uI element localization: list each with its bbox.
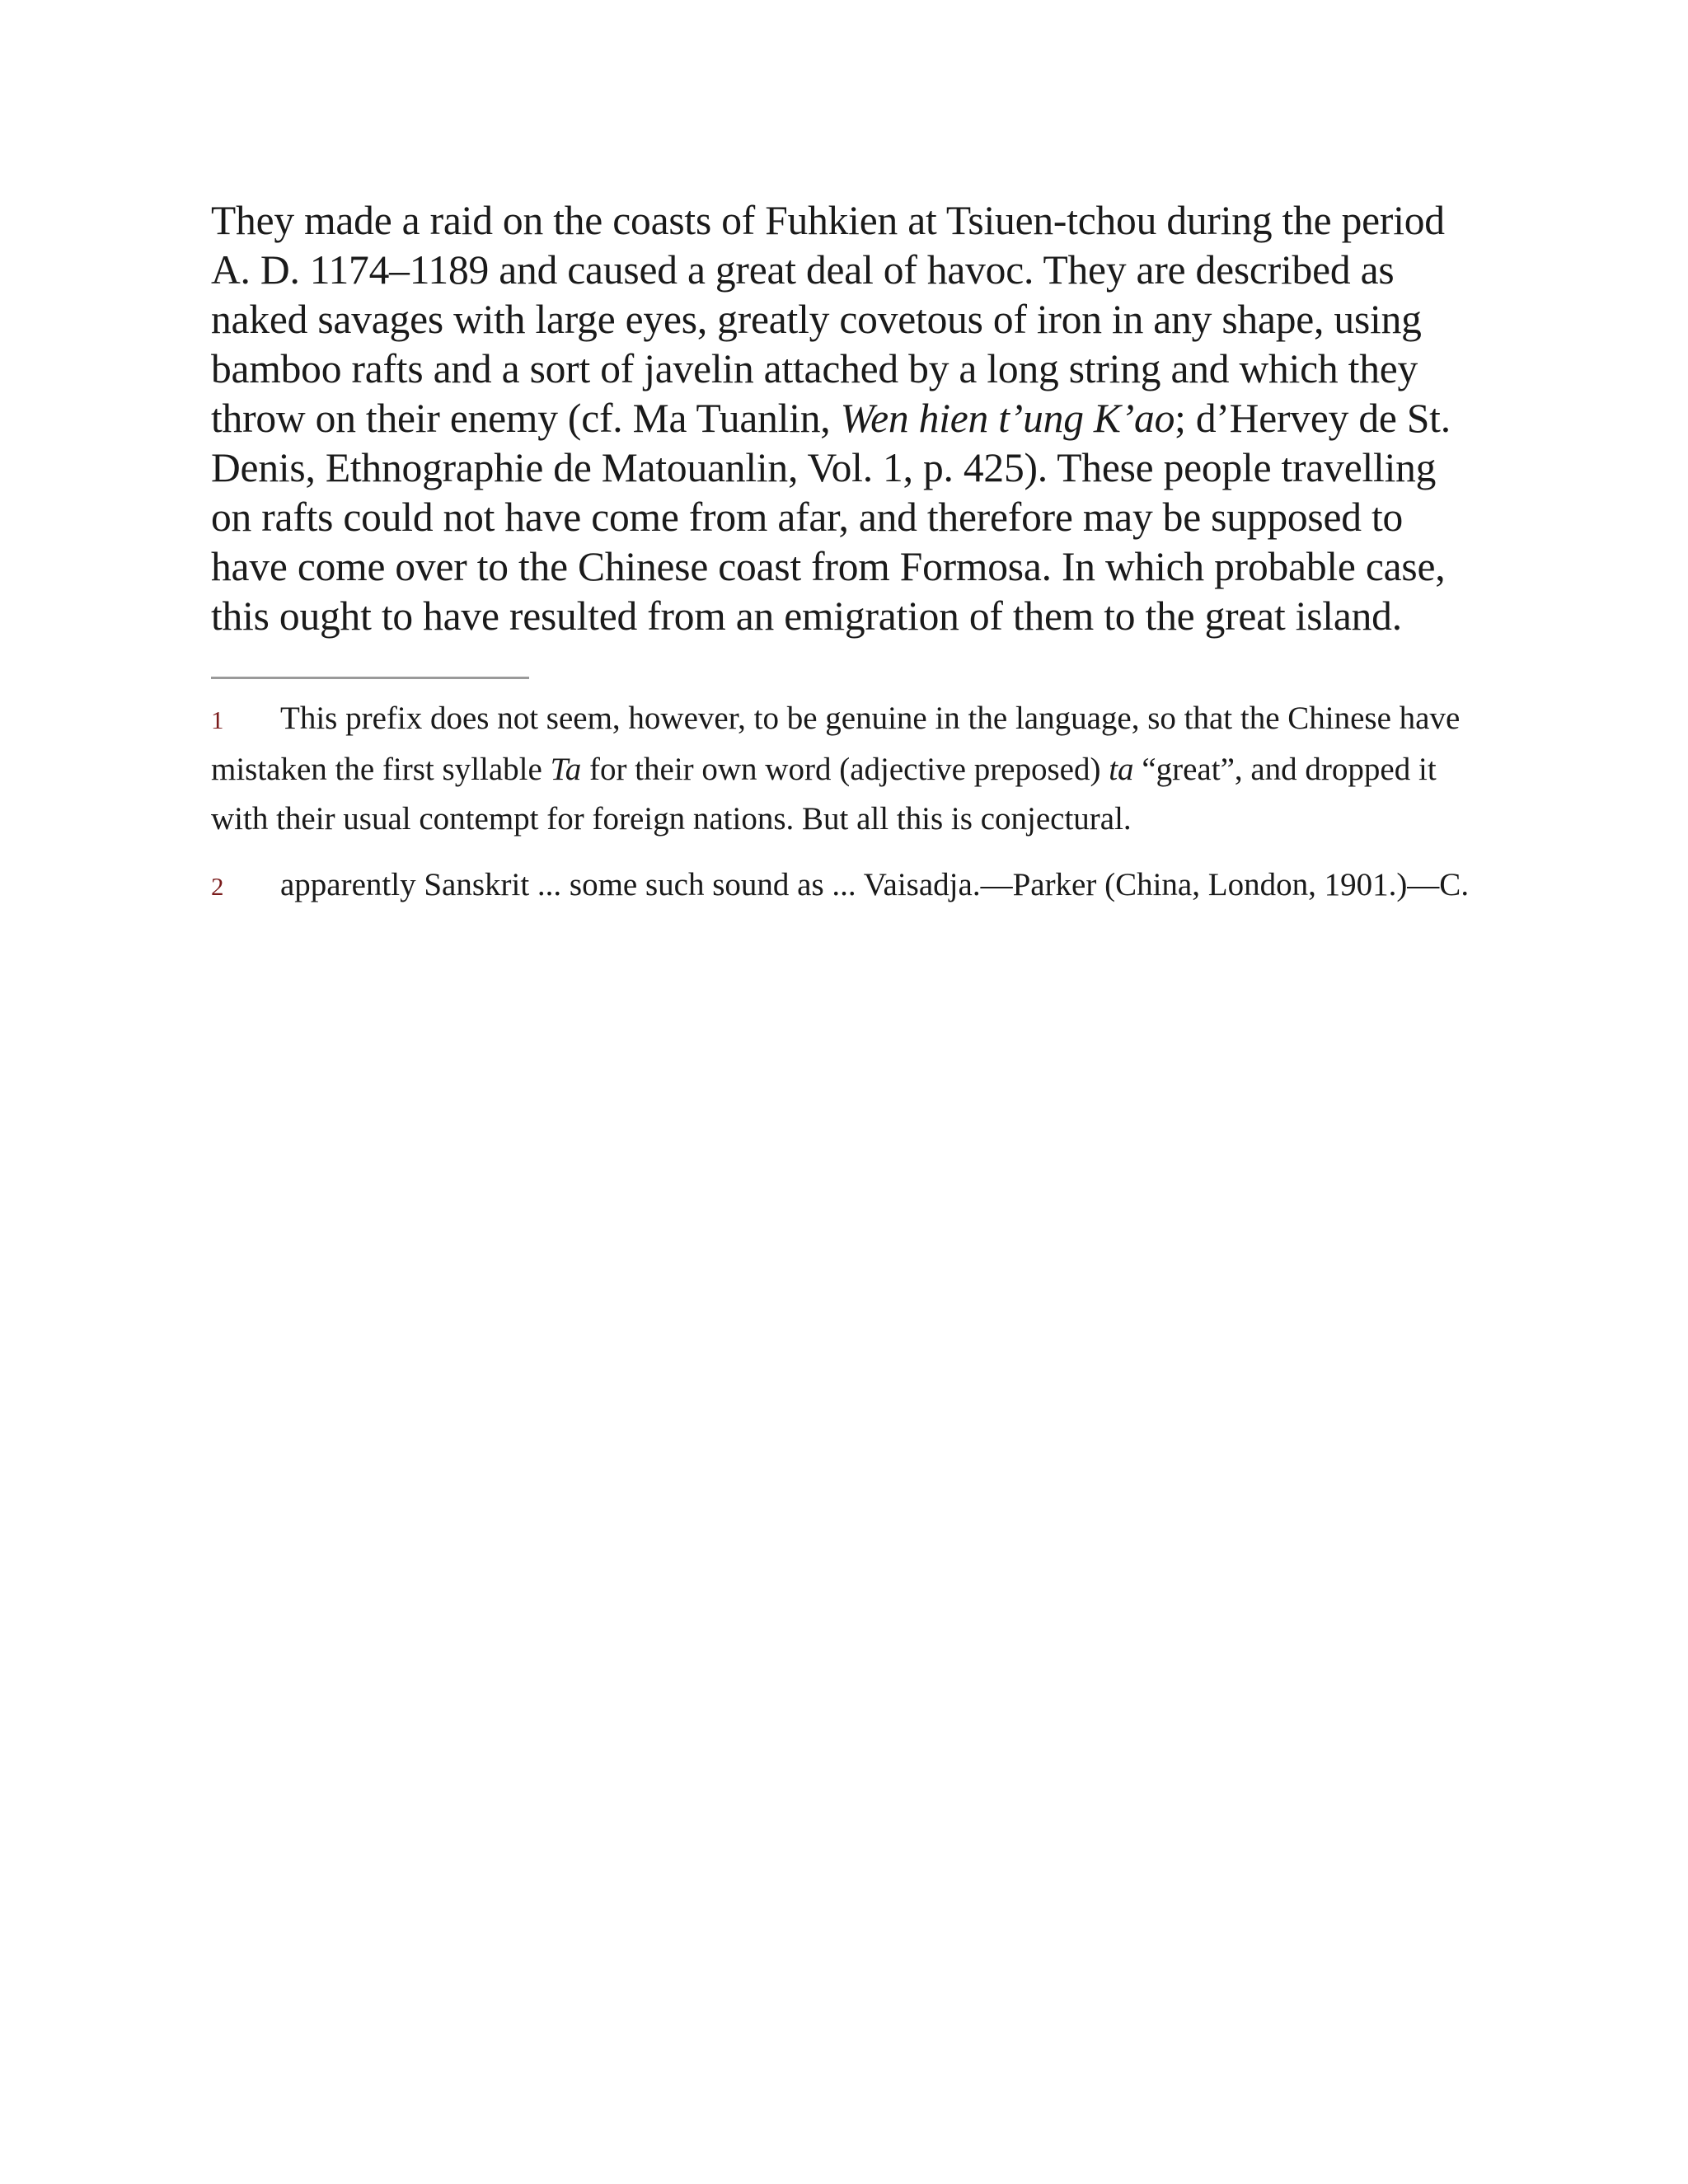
footnote-1 — [211, 694, 1480, 844]
main-paragraph — [211, 196, 1480, 641]
page-content — [211, 196, 1480, 912]
main-paragraph-italic-title: Wen hien t’ung K’ao — [840, 396, 1175, 441]
footnote-1-italic-b: ta — [1109, 752, 1134, 787]
footnote-1-text-c: “great”, and dropped it with their usual contempt for foreign nations. But all this is conjectural. — [211, 752, 1437, 837]
footnote-1-number[interactable]: 1 — [211, 705, 224, 734]
footnote-2-text: apparently Sanskrit ... some such sound as ... Vaisadja.—Parker (China, London, 1901.)—C. — [280, 867, 1470, 902]
footnote-2 — [211, 860, 1480, 912]
main-paragraph-part2: ; d’Hervey de St. Denis, Ethnographie de Matouanlin, Vol. 1, p. 425). These people travelling on rafts could not have come from afar, and therefore may be supposed to have come over to the Chinese coast from Formosa. In which probable case, this ought to have resulted from an emigration of them to the great island. — [211, 396, 1451, 639]
footnote-1-italic-a: Ta — [550, 752, 582, 787]
footnote-1-text-a: This prefix does not seem, however, to be genuine in the language, so that the Chinese have mistaken the first syllable — [211, 701, 1461, 787]
footnote-divider — [211, 677, 529, 679]
main-paragraph-part1: They made a raid on the coasts of Fuhkien at Tsiuen-tchou during the period A. D. 1174–1189 and caused a great deal of havoc. They are described as naked savages with large eyes, greatly covetous of iron in any shape, using bamboo rafts and a sort of javelin attached by a long string and which they throw on their enemy (cf. Ma Tuanlin, — [211, 198, 1445, 441]
footnote-2-number[interactable]: 2 — [211, 872, 224, 901]
footnote-1-text-b: for their own word (adjective preposed) — [581, 752, 1109, 787]
